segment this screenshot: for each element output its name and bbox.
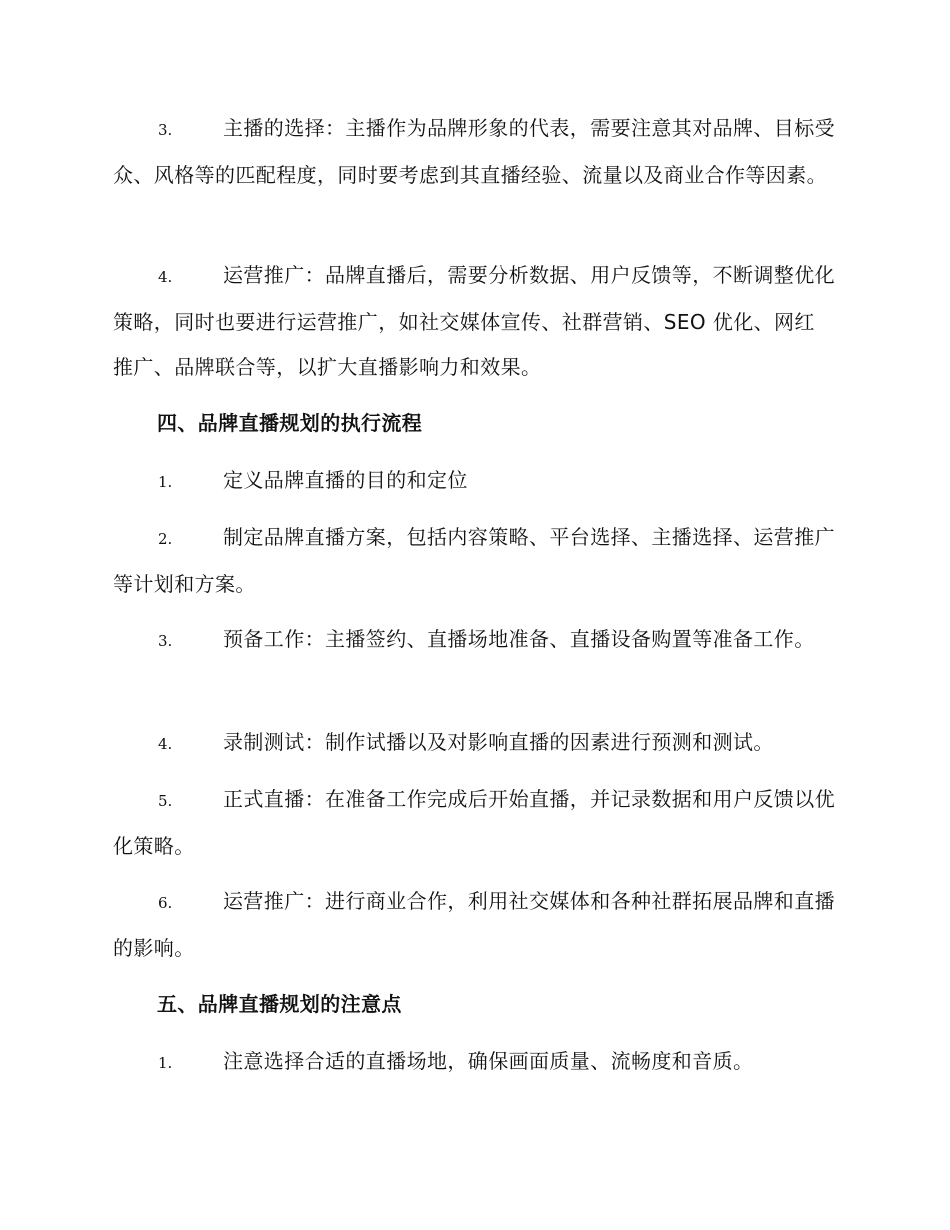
list-item xyxy=(113,720,835,767)
item-number: 3. xyxy=(158,632,173,650)
list-item xyxy=(113,1039,835,1086)
item-number: 3. xyxy=(158,121,173,139)
item-text: 主播的选择：主播作为品牌形象的代表，需要注意其对品牌、目标受众、风格等的匹配程度，同时要考虑到其直播经验、流量以及商业合作等因素。 xyxy=(113,116,835,187)
list-item xyxy=(113,879,835,971)
list-item xyxy=(113,515,835,607)
item-number: 1. xyxy=(158,473,173,491)
item-text: 运营推广：进行商业合作，利用社交媒体和各种社群拓展品牌和直播的影响。 xyxy=(113,889,835,960)
list-item xyxy=(113,777,835,869)
item-number: 4. xyxy=(158,268,173,286)
item-text: 定义品牌直播的目的和定位 xyxy=(223,468,468,492)
section-heading: 五、品牌直播规划的注意点 xyxy=(157,992,402,1016)
list-item xyxy=(113,253,835,390)
item-number: 1. xyxy=(158,1054,173,1072)
item-text: 正式直播：在准备工作完成后开始直播，并记录数据和用户反馈以优化策略。 xyxy=(113,787,835,858)
list-item xyxy=(113,617,835,664)
list-item xyxy=(113,458,835,505)
item-text: 运营推广：品牌直播后，需要分析数据、用户反馈等，不断调整优化策略，同时也要进行运营推广，如社交媒体宣传、社群营销、SEO 优化、网红推广、品牌联合等，以扩大直播影响力和效果。 xyxy=(113,263,835,379)
item-number: 6. xyxy=(158,894,173,912)
item-text: 注意选择合适的直播场地，确保画面质量、流畅度和音质。 xyxy=(223,1049,754,1073)
item-number: 2. xyxy=(158,530,173,548)
item-number: 4. xyxy=(158,735,173,753)
item-text: 录制测试：制作试播以及对影响直播的因素进行预测和测试。 xyxy=(223,730,774,754)
section-heading: 四、品牌直播规划的执行流程 xyxy=(157,411,423,435)
item-number: 5. xyxy=(158,792,173,810)
item-text: 预备工作：主播签约、直播场地准备、直播设备购置等准备工作。 xyxy=(223,627,815,651)
list-item xyxy=(113,106,835,198)
item-text: 制定品牌直播方案，包括内容策略、平台选择、主播选择、运营推广等计划和方案。 xyxy=(113,525,835,596)
